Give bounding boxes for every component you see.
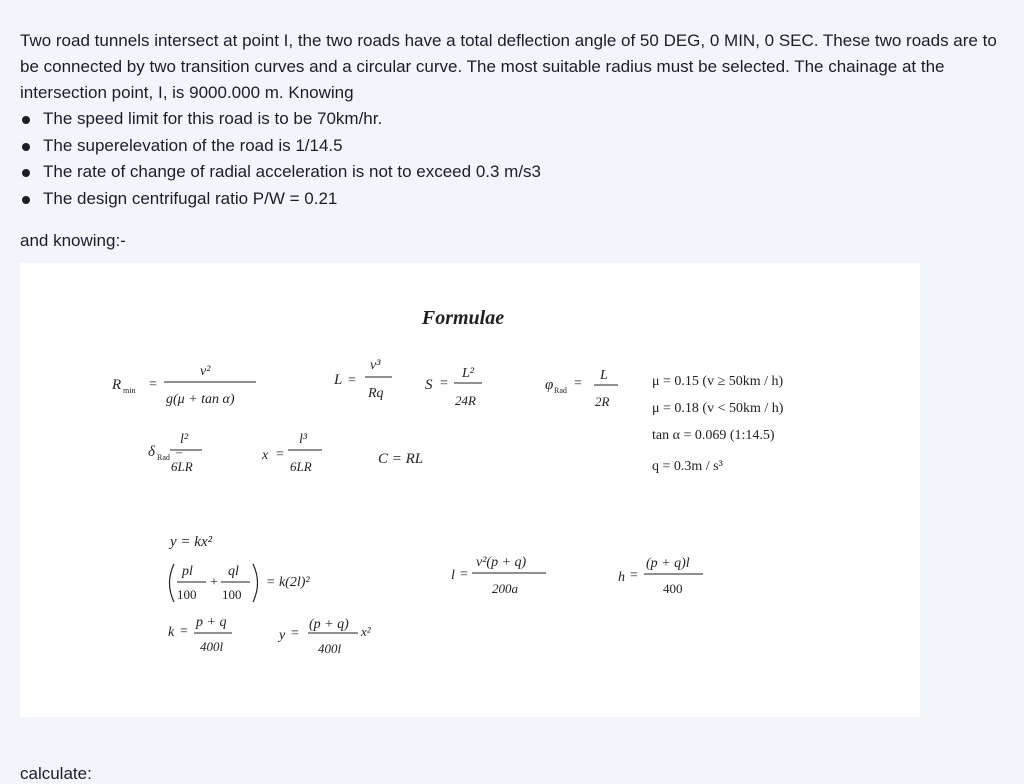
svg-text:200a: 200a [492,581,518,596]
svg-text:24R: 24R [455,393,476,408]
svg-text:L²: L² [462,366,474,381]
svg-text:y = kx²: y = kx² [170,534,213,550]
svg-text:6LR: 6LR [171,459,193,474]
formulae-title: Formulae [421,307,505,329]
constant-tan-alpha: tan α = 0.069 (1:14.5) [652,428,775,443]
constants-block [652,374,784,474]
svg-text:δ: δ [148,444,155,460]
svg-text:(p + q)l: (p + q)l [646,556,690,571]
svg-text:Rq: Rq [368,386,384,401]
bullet-item: The superelevation of the road is 1/14.5 [20,133,1005,160]
bullet-list [20,106,1005,212]
svg-text:R: R [112,377,122,393]
svg-text:y: y [279,628,286,643]
bullet-dot-icon [22,196,30,204]
svg-text:2R: 2R [595,394,610,409]
k-formula [168,615,232,654]
svg-text:x: x [262,448,269,463]
svg-text:=: = [574,376,582,391]
rmin-formula [111,364,256,407]
svg-text:pl: pl [182,564,193,579]
h-formula [618,556,703,596]
svg-text:100: 100 [177,587,197,602]
svg-text:x²: x² [361,624,371,639]
calculate-label: calculate: [20,764,92,783]
svg-text:φ: φ [545,377,554,393]
svg-text:=: = [149,377,157,392]
bullet-dot-icon [22,169,30,177]
svg-text:=: = [630,568,638,583]
bullet-dot-icon [22,143,30,151]
c-formula: C = RL [378,451,424,467]
bullet-item: The rate of change of radial acceleration is not to exceed 0.3 m/s3 [20,159,1005,186]
formulae-figure [20,263,920,717]
svg-text:S: S [425,377,433,393]
svg-text:400: 400 [663,581,683,596]
delta-formula [148,432,202,474]
x-formula [261,432,322,474]
svg-text:400l: 400l [318,641,342,656]
and-knowing-label: and knowing:- [20,231,126,250]
question-text [20,28,1005,212]
svg-text:L: L [600,368,608,383]
svg-text:6LR: 6LR [290,459,312,474]
svg-text:min: min [123,386,136,395]
bullet-item: The speed limit for this road is to be 70km/hr. [20,106,1005,133]
svg-text:=: = [291,626,299,641]
svg-text:L: L [334,372,343,388]
l-length-formula [451,555,546,596]
bullet-dot-icon [22,116,30,124]
svg-text:= k(2l)²: = k(2l)² [266,575,310,590]
bullet-item: The design centrifugal ratio P/W = 0.21 [20,186,1005,213]
svg-text:400l: 400l [200,639,224,654]
svg-text:l³: l³ [299,432,308,447]
svg-text:+: + [210,575,218,590]
y-formula [277,617,372,656]
constant-mu-high: μ = 0.15 (v ≥ 50km / h) [652,374,784,389]
phi-formula [545,368,618,409]
svg-text:=: = [276,447,284,462]
svg-text:=: = [348,373,356,388]
svg-text:=: = [460,567,468,582]
bracket-formula [170,564,311,602]
constant-mu-low: μ = 0.18 (v < 50km / h) [652,401,784,416]
l-formula [333,358,392,401]
constant-q: q = 0.3m / s³ [652,459,723,474]
svg-text:Rad: Rad [157,453,170,462]
svg-text:=: = [175,445,183,460]
svg-text:l: l [451,568,455,583]
svg-text:=: = [180,624,188,639]
svg-text:ql: ql [228,564,239,579]
svg-text:(p + q): (p + q) [309,617,349,632]
svg-text:100: 100 [222,587,242,602]
s-formula [425,366,482,408]
svg-text:v²: v² [200,364,211,379]
svg-text:k: k [168,625,175,640]
svg-text:l²: l² [180,432,189,447]
svg-text:h: h [618,570,625,585]
svg-text:=: = [440,376,448,391]
y-kx2-formula [168,534,213,550]
svg-text:v³: v³ [370,358,381,373]
formulae-image [20,263,920,717]
intro-paragraph: Two road tunnels intersect at point I, the two roads have a total deflection angle of 50 DEG, 0 MIN, 0 SEC. These two roads are to be connected by two transition curves and a circular curve. The most suitable radius must be selected. The chainage at the intersection point, I, is 9000.000 m. Knowing [20,31,997,102]
svg-text:g(μ + tan α): g(μ + tan α) [166,392,235,407]
svg-text:Rad: Rad [554,386,567,395]
svg-text:p + q: p + q [196,615,227,630]
svg-text:v²(p + q): v²(p + q) [476,555,527,570]
